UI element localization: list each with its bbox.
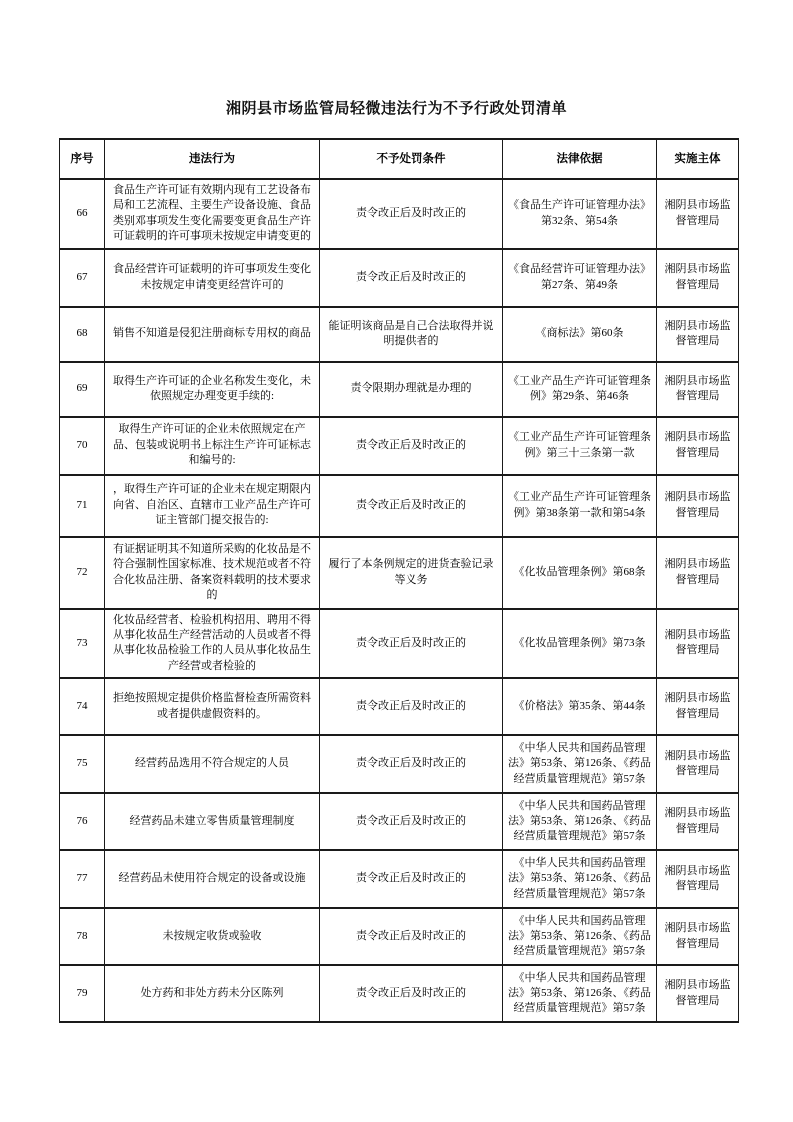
cell-basis: 《化妆品管理条例》第68条: [503, 537, 657, 609]
cell-condition: 责令改正后及时改正的: [320, 793, 503, 850]
cell-basis: 《价格法》第35条、第44条: [503, 678, 657, 735]
table-row: [60, 417, 739, 475]
cell-no: 68: [60, 307, 105, 362]
cell-authority: 湘阴县市场监督管理局: [657, 417, 739, 475]
violations-table: [59, 138, 739, 1023]
cell-basis: 《商标法》第60条: [503, 307, 657, 362]
cell-condition: 能证明该商品是自己合法取得并说明提供者的: [320, 307, 503, 362]
cell-violation: 经营药品未建立零售质量管理制度: [105, 793, 320, 850]
cell-condition: 责令限期办理就是办理的: [320, 362, 503, 417]
table-row: [60, 307, 739, 362]
table-row: [60, 908, 739, 965]
cell-condition: 责令改正后及时改正的: [320, 249, 503, 307]
cell-authority: 湘阴县市场监督管理局: [657, 537, 739, 609]
cell-violation: 取得生产许可证的企业未依照规定在产品、包装或说明书上标注生产许可证标志和编号的:: [105, 417, 320, 475]
column-header-condition: 不予处罚条件: [320, 139, 503, 179]
table-row: [60, 609, 739, 679]
cell-condition: 责令改正后及时改正的: [320, 609, 503, 679]
cell-authority: 湘阴县市场监督管理局: [657, 793, 739, 850]
cell-no: 70: [60, 417, 105, 475]
cell-condition: 履行了本条例规定的进货查验记录等义务: [320, 537, 503, 609]
cell-authority: 湘阴县市场监督管理局: [657, 850, 739, 908]
cell-authority: 湘阴县市场监督管理局: [657, 307, 739, 362]
table-row: [60, 179, 739, 249]
cell-condition: 责令改正后及时改正的: [320, 908, 503, 965]
cell-no: 72: [60, 537, 105, 609]
cell-no: 75: [60, 735, 105, 793]
cell-authority: 湘阴县市场监督管理局: [657, 735, 739, 793]
cell-no: 66: [60, 179, 105, 249]
cell-violation: 拒绝按照规定提供价格监督检查所需资料或者提供虚假资料的。: [105, 678, 320, 735]
table-row: [60, 678, 739, 735]
cell-no: 78: [60, 908, 105, 965]
cell-basis: 《中华人民共和国药品管理法》第53条、第126条、《药品经营质量管理规范》第57条: [503, 735, 657, 793]
cell-violation: 未按规定收货或验收: [105, 908, 320, 965]
cell-authority: 湘阴县市场监督管理局: [657, 362, 739, 417]
cell-condition: 责令改正后及时改正的: [320, 179, 503, 249]
cell-no: 77: [60, 850, 105, 908]
cell-violation: 食品经营许可证载明的许可事项发生变化未按规定申请变更经营许可的: [105, 249, 320, 307]
page-title: 湘阴县市场监管局轻微违法行为不予行政处罚清单: [225, 101, 567, 117]
table-row: [60, 362, 739, 417]
cell-basis: 《工业产品生产许可证管理条例》第38条第一款和第54条: [503, 475, 657, 537]
cell-no: 67: [60, 249, 105, 307]
table-row: [60, 850, 739, 908]
cell-no: 73: [60, 609, 105, 679]
cell-condition: 责令改正后及时改正的: [320, 417, 503, 475]
cell-authority: 湘阴县市场监督管理局: [657, 249, 739, 307]
cell-no: 74: [60, 678, 105, 735]
table-header-row: [60, 139, 739, 179]
cell-violation: 经营药品选用不符合规定的人员: [105, 735, 320, 793]
cell-basis: 《食品经营许可证管理办法》第27条、第49条: [503, 249, 657, 307]
cell-violation: ，取得生产许可证的企业未在规定期限内向省、自治区、直辖市工业产品生产许可证主管部门提交报告的:: [105, 475, 320, 537]
cell-authority: 湘阴县市场监督管理局: [657, 908, 739, 965]
cell-basis: 《化妆品管理条例》第73条: [503, 609, 657, 679]
table-row: [60, 249, 739, 307]
cell-violation: 取得生产许可证的企业名称发生变化，未依照规定办理变更手续的:: [105, 362, 320, 417]
table-row: [60, 735, 739, 793]
cell-basis: 《工业产品生产许可证管理条例》第三十三条第一款: [503, 417, 657, 475]
table-row: [60, 475, 739, 537]
cell-authority: 湘阴县市场监督管理局: [657, 678, 739, 735]
cell-basis: 《中华人民共和国药品管理法》第53条、第126条、《药品经营质量管理规范》第57条: [503, 793, 657, 850]
cell-condition: 责令改正后及时改正的: [320, 850, 503, 908]
cell-no: 76: [60, 793, 105, 850]
cell-violation: 食品生产许可证有效期内现有工艺设备布局和工艺流程、主要生产设备设施、食品类别邓事项发生变化需要变更食品生产许可证载明的许可事项未按规定申请变更的: [105, 179, 320, 249]
cell-basis: 《工业产品生产许可证管理条例》第29条、第46条: [503, 362, 657, 417]
cell-basis: 《食品生产许可证管理办法》第32条、第54条: [503, 179, 657, 249]
column-header-no: 序号: [60, 139, 105, 179]
column-header-basis: 法律依据: [503, 139, 657, 179]
table-row: [60, 965, 739, 1022]
cell-condition: 责令改正后及时改正的: [320, 678, 503, 735]
cell-no: 79: [60, 965, 105, 1022]
cell-authority: 湘阴县市场监督管理局: [657, 965, 739, 1022]
cell-basis: 《中华人民共和国药品管理法》第53条、第126条、《药品经营质量管理规范》第57条: [503, 908, 657, 965]
cell-basis: 《中华人民共和国药品管理法》第53条、第126条、《药品经营质量管理规范》第57条: [503, 850, 657, 908]
table-row: [60, 537, 739, 609]
cell-violation: 经营药品未使用符合规定的设备或设施: [105, 850, 320, 908]
cell-condition: 责令改正后及时改正的: [320, 965, 503, 1022]
column-header-violation: 违法行为: [105, 139, 320, 179]
cell-violation: 处方药和非处方药未分区陈列: [105, 965, 320, 1022]
cell-condition: 责令改正后及时改正的: [320, 475, 503, 537]
cell-no: 71: [60, 475, 105, 537]
cell-violation: 销售不知道是侵犯注册商标专用权的商品: [105, 307, 320, 362]
cell-violation: 有证据证明其不知道所采购的化妆品是不符合强制性国家标准、技术规范或者不符合化妆品注册、备案资料载明的技术要求的: [105, 537, 320, 609]
cell-basis: 《中华人民共和国药品管理法》第53条、第126条、《药品经营质量管理规范》第57条: [503, 965, 657, 1022]
cell-no: 69: [60, 362, 105, 417]
cell-violation: 化妆品经营者、检验机构招用、聘用不得从事化妆品生产经营活动的人员或者不得从事化妆品检验工作的人员从事化妆品生产经营或者检验的: [105, 609, 320, 679]
table-row: [60, 793, 739, 850]
column-header-authority: 实施主体: [657, 139, 739, 179]
cell-condition: 责令改正后及时改正的: [320, 735, 503, 793]
cell-authority: 湘阴县市场监督管理局: [657, 609, 739, 679]
cell-authority: 湘阴县市场监督管理局: [657, 179, 739, 249]
cell-authority: 湘阴县市场监督管理局: [657, 475, 739, 537]
